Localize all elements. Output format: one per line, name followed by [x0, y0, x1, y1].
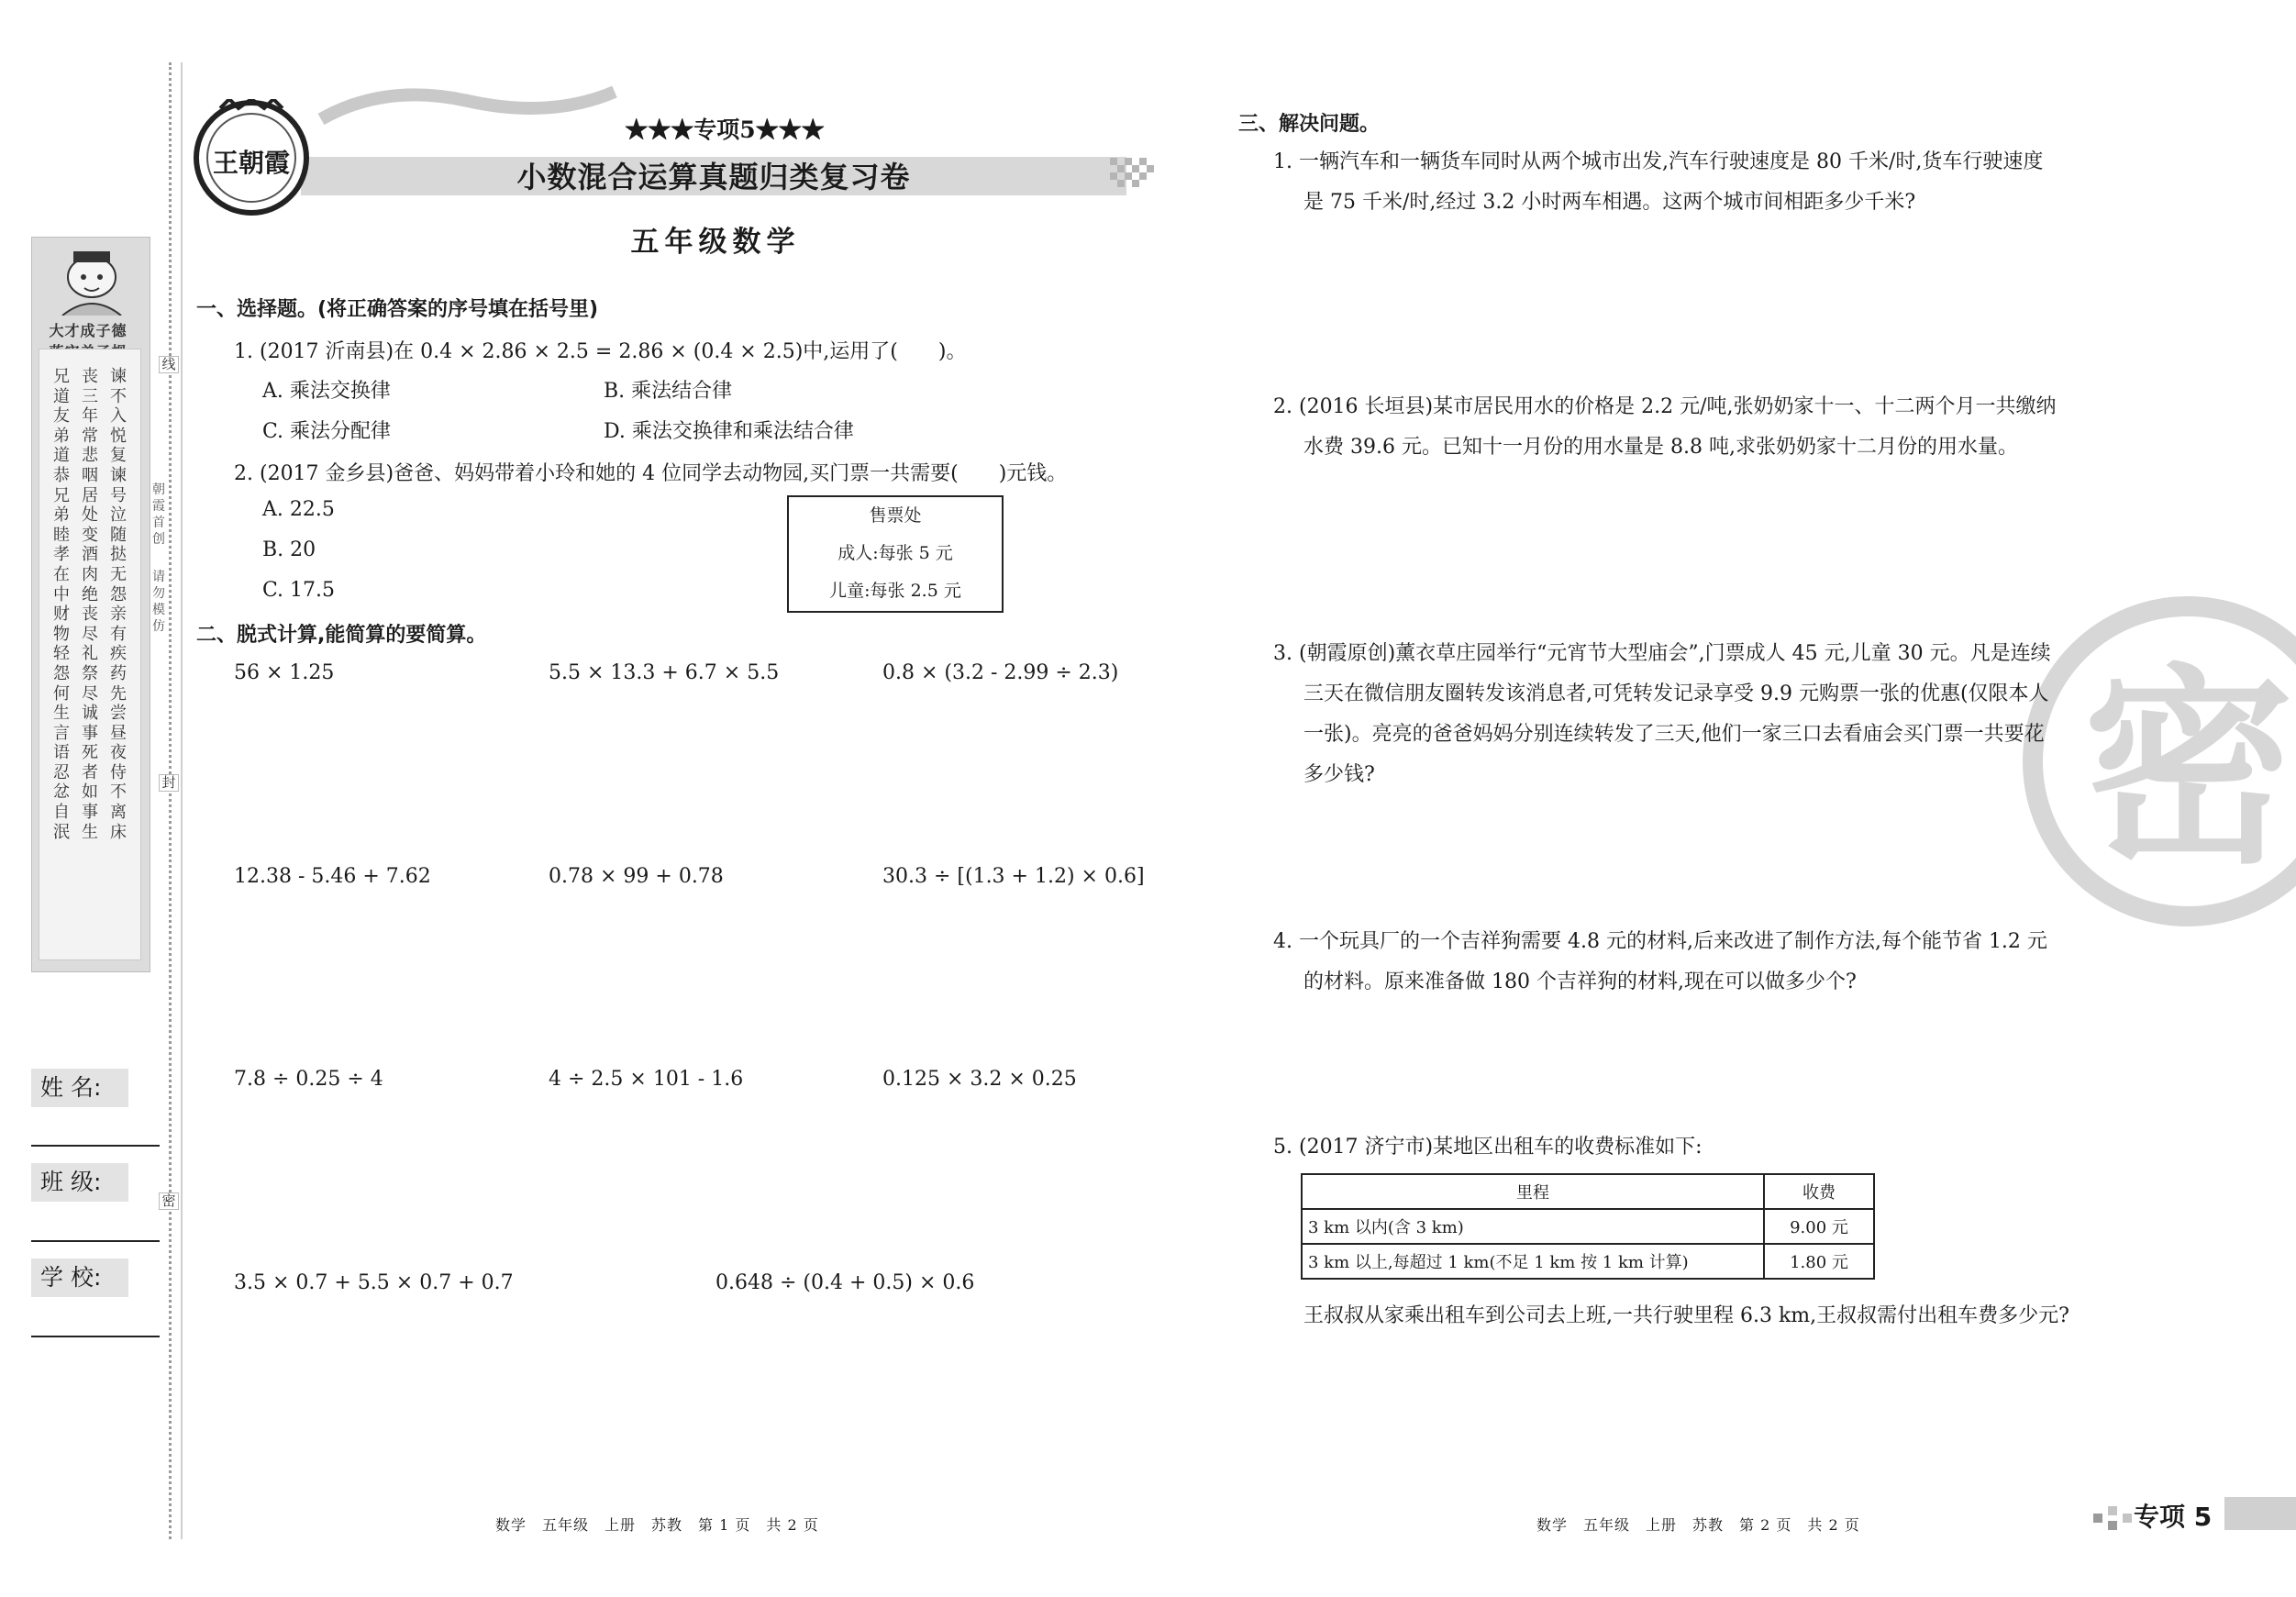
section2-heading: 二、脱式计算,能简算的要简算。	[196, 624, 487, 647]
table-cell-fee: 1.80 元	[1764, 1244, 1874, 1279]
class-label: 班 级:	[31, 1163, 128, 1202]
section3-heading: 三、解决问题。	[1238, 113, 1381, 136]
side-note-no-copy: 请勿模仿	[152, 570, 165, 634]
footer-left: 数学 五年级 上册 苏教 第 1 页 共 2 页	[495, 1516, 819, 1534]
table-cell-fee: 9.00 元	[1764, 1209, 1874, 1244]
q2-option-b: B. 20	[262, 538, 316, 561]
special-tab-label: 专项 5	[2134, 1502, 2213, 1532]
special-label: ★★★专项5★★★	[625, 116, 825, 143]
binding-solid-line	[181, 62, 183, 1539]
problem-1-line-1: 1. 一辆汽车和一辆货车同时从两个城市出发,汽车行驶速度是 80 千米/时,货车行驶速度	[1273, 150, 2044, 173]
ticket-adult-price: 成人:每张 5 元	[837, 543, 953, 563]
problem-3-line-2: 三天在微信朋友圈转发该消息者,可凭转发记录享受 9.9 元购票一张的优惠(仅限本人	[1303, 682, 2049, 705]
tab-square-deco	[2108, 1521, 2117, 1530]
bind-mark-seal: 封	[159, 774, 179, 792]
ticket-child-price: 儿童:每张 2.5 元	[829, 581, 961, 601]
question-1: 1. (2017 沂南县)在 0.4 × 2.86 × 2.5 = 2.86 × (0.4 × 2.5)中,运用了( )。	[234, 340, 967, 363]
table-row	[1302, 1209, 1874, 1244]
calc-1-2: 5.5 × 13.3 + 6.7 × 5.5	[549, 661, 780, 684]
ticket-office-box	[787, 495, 1004, 613]
page-title: 小数混合运算真题归类复习卷	[516, 160, 911, 194]
table-row	[1302, 1244, 1874, 1279]
calc-1-3: 0.8 × (3.2 - 2.99 ÷ 2.3)	[882, 661, 1119, 684]
q1-option-d: D. 乘法交换律和乘法结合律	[604, 420, 854, 443]
verse-column-1: 兄道友弟道恭兄弟睦孝在中财物轻怨何生言语忍忿自泯	[53, 367, 70, 842]
problem-4-line-1: 4. 一个玩具厂的一个吉祥狗需要 4.8 元的材料,后来改进了制作方法,每个能节省 1.2 元	[1273, 930, 2047, 953]
cartoon-scholar-icon	[46, 240, 138, 316]
problem-2-line-2: 水费 39.6 元。已知十一月份的用水量是 8.8 吨,求张奶奶家十二月份的用水量。	[1303, 436, 2018, 459]
ribbon-decoration-icon	[312, 64, 624, 156]
calc-4-1: 3.5 × 0.7 + 5.5 × 0.7 + 0.7	[234, 1271, 514, 1294]
calc-3-2: 4 ÷ 2.5 × 101 - 1.6	[549, 1068, 744, 1091]
table-cell-distance: 3 km 以上,每超过 1 km(不足 1 km 按 1 km 计算)	[1302, 1244, 1764, 1279]
problem-4-line-2: 的材料。原来准备做 180 个吉祥狗的材料,现在可以做多少个?	[1303, 970, 1857, 993]
problem-3-line-3: 一张)。亮亮的爸爸妈妈分别连续转发了三天,他们一家三口去看庙会买门票一共要花	[1303, 723, 2045, 746]
q2-option-c: C. 17.5	[262, 579, 336, 602]
class-field[interactable]	[31, 1240, 160, 1242]
side-note-original: 朝霞首创	[152, 482, 165, 547]
name-field[interactable]	[31, 1145, 160, 1147]
question-2: 2. (2017 金乡县)爸爸、妈妈带着小玲和她的 4 位同学去动物园,买门票一共需要( )元钱。	[234, 462, 1068, 485]
verse-column-2: 丧三年常悲咽居处变酒肉绝丧尽礼祭尽诚事死者如事生	[82, 367, 98, 842]
problem-5-question: 王叔叔从家乘出租车到公司去上班,一共行驶里程 6.3 km,王叔叔需付出租车费多少元?	[1303, 1304, 2069, 1327]
calc-2-3: 30.3 ÷ [(1.3 + 1.2) × 0.6]	[882, 865, 1145, 888]
tab-square-deco	[2108, 1506, 2117, 1515]
calc-3-1: 7.8 ÷ 0.25 ÷ 4	[234, 1068, 383, 1091]
special-tab-bar	[2224, 1497, 2296, 1530]
table-cell-distance: 3 km 以内(含 3 km)	[1302, 1209, 1764, 1244]
school-field[interactable]	[31, 1336, 160, 1337]
bind-mark-secret: 密	[159, 1192, 179, 1210]
tab-square-deco	[2123, 1514, 2132, 1523]
q1-option-b: B. 乘法结合律	[604, 380, 733, 403]
logo-text: 王朝霞	[212, 148, 290, 178]
name-label: 姓 名:	[31, 1069, 128, 1107]
calc-2-1: 12.38 - 5.46 + 7.62	[234, 865, 431, 888]
table-header-distance: 里程	[1302, 1174, 1764, 1209]
taxi-fare-table	[1301, 1173, 1875, 1280]
school-label: 学 校:	[31, 1259, 128, 1297]
bind-mark-line: 线	[159, 356, 179, 373]
q2-option-a: A. 22.5	[262, 498, 335, 521]
section1-heading: 一、选择题。(将正确答案的序号填在括号里)	[196, 298, 599, 321]
tab-square-deco	[2093, 1514, 2102, 1523]
problem-5-line-1: 5. (2017 济宁市)某地区出租车的收费标准如下:	[1273, 1136, 1703, 1159]
problem-1-line-2: 是 75 千米/时,经过 3.2 小时两车相遇。这两个城市间相距多少千米?	[1303, 191, 1916, 214]
table-header-row	[1302, 1174, 1874, 1209]
motto-line-1: 大才成子德	[49, 322, 128, 339]
q1-option-a: A. 乘法交换律	[262, 380, 391, 403]
calc-2-2: 0.78 × 99 + 0.78	[549, 865, 724, 888]
verse-column-3: 谏不入悦复谏号泣随挞无怨亲有疾药先尝昼夜侍不离床	[110, 367, 127, 842]
problem-3-line-1: 3. (朝霞原创)薰衣草庄园举行“元宵节大型庙会”,门票成人 45 元,儿童 30 元。凡是连续	[1273, 642, 2051, 665]
calc-4-2: 0.648 ÷ (0.4 + 0.5) × 0.6	[715, 1271, 975, 1294]
calc-3-3: 0.125 × 3.2 × 0.25	[882, 1068, 1077, 1091]
q1-option-c: C. 乘法分配律	[262, 420, 392, 443]
page-subtitle: 五年级数学	[630, 226, 801, 259]
binding-dotted-line	[169, 62, 172, 1539]
seal-stamp-char: 密	[2082, 648, 2294, 893]
problem-3-line-4: 多少钱?	[1303, 763, 1375, 786]
ticket-title: 售票处	[869, 505, 922, 526]
calc-1-1: 56 × 1.25	[234, 661, 335, 684]
problem-2-line-1: 2. (2016 长垣县)某市居民用水的价格是 2.2 元/吨,张奶奶家十一、十二两个月一共缴纳	[1273, 395, 2057, 418]
footer-right: 数学 五年级 上册 苏教 第 2 页 共 2 页	[1536, 1516, 1860, 1534]
table-header-fee: 收费	[1764, 1174, 1874, 1209]
